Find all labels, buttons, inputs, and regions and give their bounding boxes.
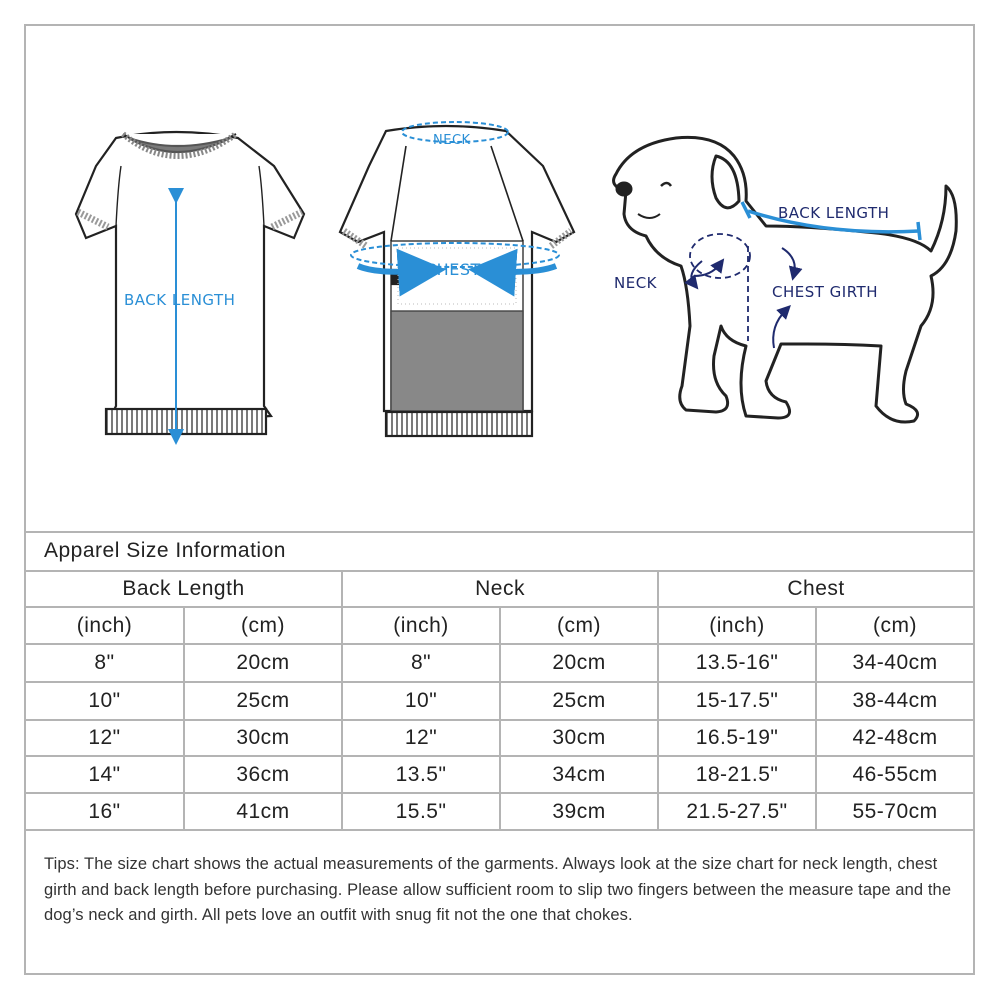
table-cell: 39cm	[500, 793, 658, 830]
unit-header-row	[26, 607, 973, 644]
table-cell: 25cm	[500, 682, 658, 720]
unit-header: (inch)	[342, 607, 500, 644]
table-row	[26, 682, 973, 720]
table-cell: 10"	[26, 682, 184, 720]
table-cell: 16.5-19"	[658, 720, 816, 756]
table-row	[26, 720, 973, 756]
table-cell: 55-70cm	[816, 793, 973, 830]
table-cell: 30cm	[184, 720, 342, 756]
table-cell: 38-44cm	[816, 682, 973, 720]
group-header-neck: Neck	[342, 571, 658, 607]
dog-neck-label: NECK	[614, 274, 658, 292]
table-cell: 12"	[26, 720, 184, 756]
front-shirt-icon	[76, 132, 304, 434]
table-cell: 15-17.5"	[658, 682, 816, 720]
group-header-row	[26, 571, 973, 607]
table-cell: 12"	[342, 720, 500, 756]
table-cell: 34-40cm	[816, 644, 973, 682]
table-cell: 16"	[26, 793, 184, 830]
table-cell: 13.5"	[342, 756, 500, 793]
group-header-chest: Chest	[658, 571, 973, 607]
table-cell: 21.5-27.5"	[658, 793, 816, 830]
table-cell: 46-55cm	[816, 756, 973, 793]
back-chest-label: CHEST	[425, 260, 481, 279]
unit-header: (cm)	[184, 607, 342, 644]
table-cell: 25cm	[184, 682, 342, 720]
table-cell: 34cm	[500, 756, 658, 793]
measurement-illustrations	[26, 26, 973, 531]
table-cell: 13.5-16"	[658, 644, 816, 682]
tips-text: Tips: The size chart shows the actual measurements of the garments. Always look at the size chart for neck length, chest girth and back length before purchasing. Please allow sufficient room to slip two fingers between the measure tape and the dog’s neck and girth. All pets love an outfit with snug fit not the one that chokes.	[44, 855, 952, 924]
table-cell: 15.5"	[342, 793, 500, 830]
group-header-back-length: Back Length	[26, 571, 342, 607]
table-cell: 36cm	[184, 756, 342, 793]
dog-chest-girth-label: CHEST GIRTH	[772, 283, 879, 301]
size-chart-frame	[24, 24, 975, 975]
size-table	[26, 570, 973, 831]
table-row	[26, 793, 973, 830]
unit-header: (inch)	[658, 607, 816, 644]
table-cell: 10"	[342, 682, 500, 720]
table-cell: 8"	[26, 644, 184, 682]
table-row	[26, 756, 973, 793]
table-cell: 18-21.5"	[658, 756, 816, 793]
table-cell: 30cm	[500, 720, 658, 756]
table-cell: 8"	[342, 644, 500, 682]
table-cell: 20cm	[184, 644, 342, 682]
unit-header: (cm)	[816, 607, 973, 644]
back-neck-label: NECK	[433, 133, 471, 148]
table-row	[26, 644, 973, 682]
back-shirt-icon	[340, 126, 574, 436]
dog-icon	[614, 137, 957, 422]
front-back-length-label: BACK LENGTH	[124, 291, 236, 309]
table-cell: 41cm	[184, 793, 342, 830]
size-info-title: Apparel Size Information	[26, 531, 973, 570]
dog-back-length-label: BACK LENGTH	[778, 204, 890, 222]
unit-header: (cm)	[500, 607, 658, 644]
table-cell: 42-48cm	[816, 720, 973, 756]
illustration-drawing	[26, 26, 973, 531]
unit-header: (inch)	[26, 607, 184, 644]
table-cell: 20cm	[500, 644, 658, 682]
table-cell: 14"	[26, 756, 184, 793]
